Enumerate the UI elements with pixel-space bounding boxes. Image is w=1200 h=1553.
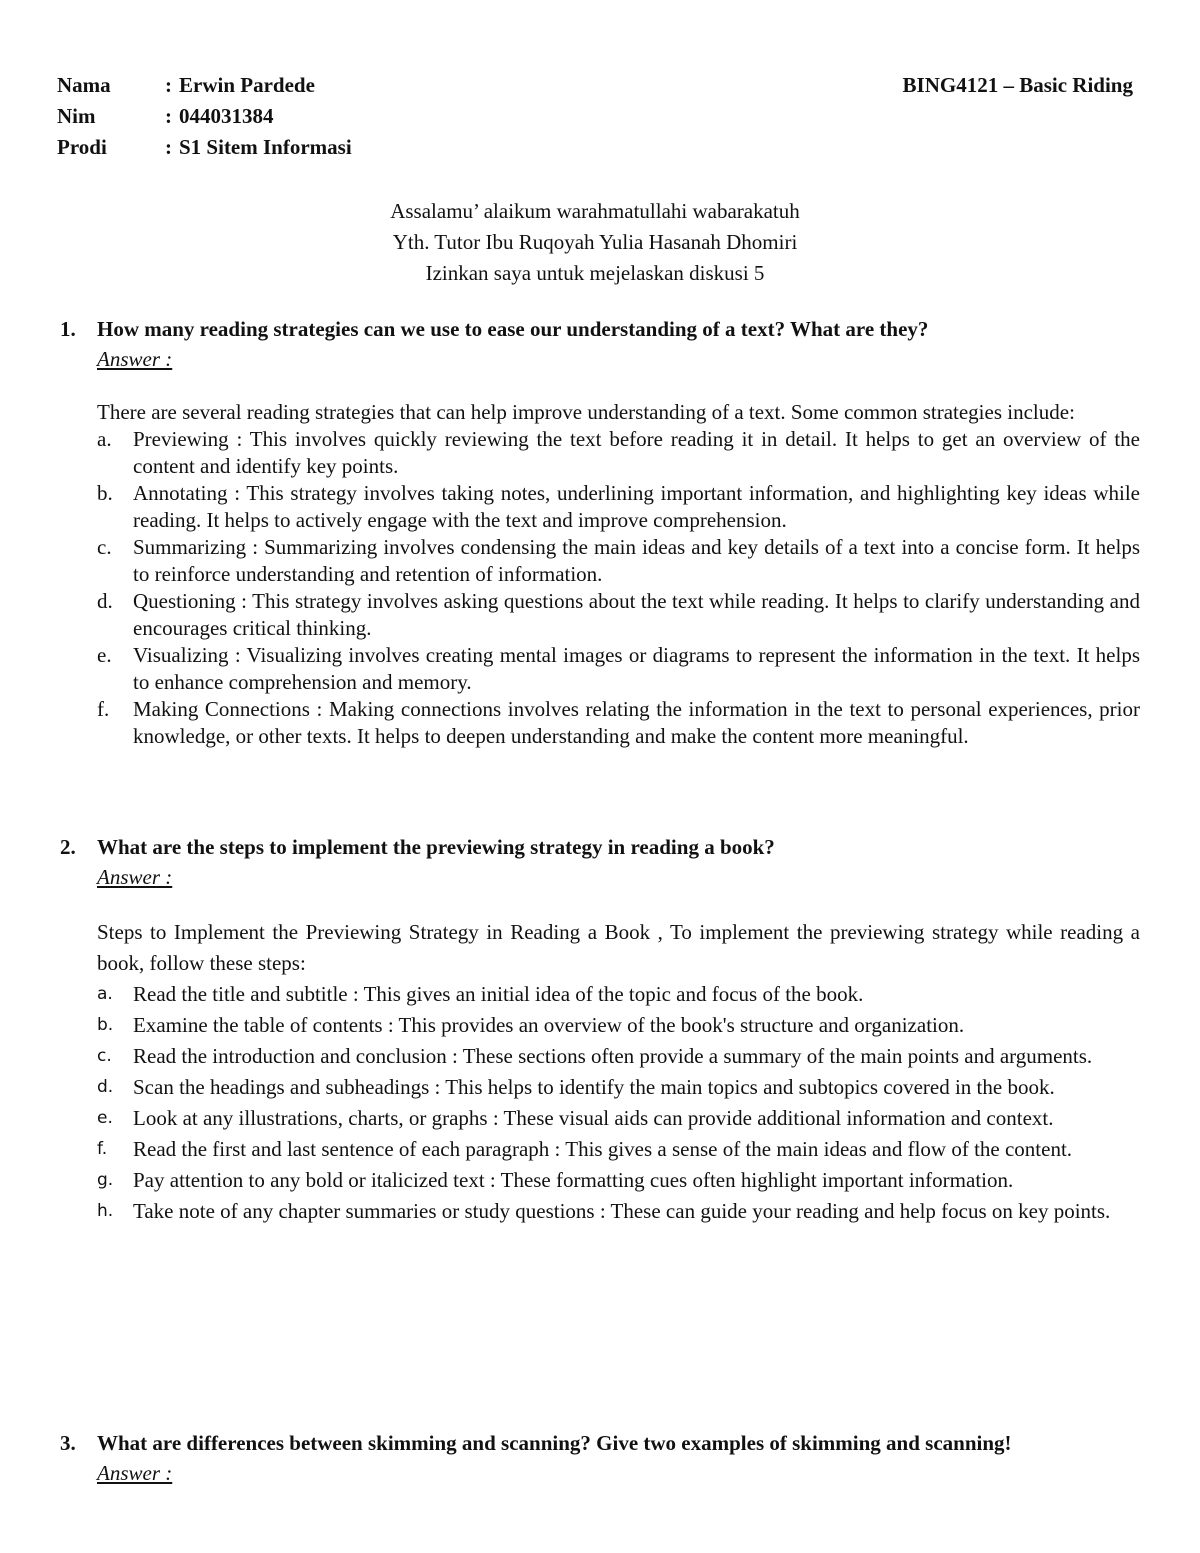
- list-letter: a.: [97, 984, 113, 1004]
- answer-intro: There are several reading strategies that can help improve understanding of a text. Some common strategies include:: [97, 400, 1075, 424]
- list-letter: c.: [97, 535, 112, 559]
- list-item: [97, 534, 1140, 588]
- list-letter: a.: [97, 427, 112, 451]
- header-colon: :: [165, 73, 172, 97]
- header-label: Nim: [57, 104, 96, 128]
- header-label: Prodi: [57, 135, 107, 159]
- list-letter: f.: [97, 1139, 108, 1159]
- steps-list: [97, 979, 1140, 1227]
- list-text: Making Connections : Making connections involves relating the information in the text to personal experiences, prior knowledge, or other texts. It helps to deepen understanding and make the content more meaningful.: [133, 697, 1140, 748]
- list-item: [97, 1103, 1140, 1134]
- list-item: [97, 1196, 1140, 1227]
- list-letter: f.: [97, 697, 110, 721]
- list-text: Scan the headings and subheadings : This helps to identify the main topics and subtopics covered in the book.: [133, 1075, 1055, 1099]
- header-row-nim: [57, 101, 1137, 132]
- list-item: [97, 480, 1140, 534]
- question-text: How many reading strategies can we use to ease our understanding of a text? What are they?: [97, 317, 929, 341]
- answer-label: Answer :: [97, 347, 173, 371]
- list-item: [97, 1041, 1140, 1072]
- question-heading: [60, 314, 1140, 345]
- list-letter: h.: [97, 1201, 114, 1221]
- question-1: [60, 314, 1140, 750]
- header-colon: :: [165, 104, 172, 128]
- header-value: Erwin Pardede: [179, 73, 315, 97]
- list-item: [97, 426, 1140, 480]
- answer-label: Answer :: [97, 865, 173, 889]
- list-text: Read the introduction and conclusion : These sections often provide a summary of the main points and arguments.: [133, 1044, 1093, 1068]
- list-text: Questioning : This strategy involves asking questions about the text while reading. It helps to clarify understanding and encourages critical thinking.: [133, 589, 1140, 640]
- header-label: Nama: [57, 73, 111, 97]
- student-header: [57, 70, 1137, 163]
- list-item: [97, 1072, 1140, 1103]
- greeting-line: Yth. Tutor Ibu Ruqoyah Yulia Hasanah Dhomiri: [392, 230, 798, 254]
- greeting-line: Assalamu’ alaikum warahmatullahi wabarakatuh: [390, 199, 800, 223]
- answer-intro: Steps to Implement the Previewing Strategy in Reading a Book , To implement the previewing strategy while reading a book, follow these steps:: [97, 920, 1140, 975]
- greeting-line: Izinkan saya untuk mejelaskan diskusi 5: [425, 261, 765, 285]
- list-text: Previewing : This involves quickly reviewing the text before reading it in detail. It helps to get an overview of the content and identify key points.: [133, 427, 1140, 478]
- list-letter: d.: [97, 1077, 114, 1097]
- list-text: Annotating : This strategy involves taking notes, underlining important information, and highlighting key ideas while reading. It helps to actively engage with the text and improve comprehension.: [133, 481, 1140, 532]
- question-heading: [60, 1428, 1140, 1459]
- question-number: 3.: [60, 1431, 76, 1455]
- list-item: [97, 588, 1140, 642]
- list-item: [97, 642, 1140, 696]
- list-letter: d.: [97, 589, 113, 613]
- question-heading: [60, 832, 1140, 863]
- strategy-list: [97, 426, 1140, 750]
- list-text: Take note of any chapter summaries or study questions : These can guide your reading and help focus on key points.: [133, 1199, 1111, 1223]
- question-3: [60, 1428, 1140, 1488]
- question-text: What are differences between skimming and scanning? Give two examples of skimming and scanning!: [97, 1431, 1012, 1455]
- list-text: Examine the table of contents : This provides an overview of the book's structure and organization.: [133, 1013, 965, 1037]
- list-text: Summarizing : Summarizing involves condensing the main ideas and key details of a text into a concise form. It helps to reinforce understanding and retention of information.: [133, 535, 1140, 586]
- question-number: 1.: [60, 317, 76, 341]
- list-letter: e.: [97, 643, 112, 667]
- list-letter: c.: [97, 1046, 112, 1066]
- list-letter: b.: [97, 481, 113, 505]
- header-value: 044031384: [179, 104, 274, 128]
- question-2: [60, 832, 1140, 1227]
- list-letter: b.: [97, 1015, 114, 1035]
- list-text: Look at any illustrations, charts, or graphs : These visual aids can provide additional information and context.: [133, 1106, 1054, 1130]
- greeting-block: [0, 196, 1190, 289]
- list-text: Pay attention to any bold or italicized text : These formatting cues often highlight important information.: [133, 1168, 1014, 1192]
- list-item: [97, 1165, 1140, 1196]
- list-item: [97, 979, 1140, 1010]
- header-colon: :: [165, 135, 172, 159]
- list-item: [97, 696, 1140, 750]
- list-text: Read the title and subtitle : This gives an initial idea of the topic and focus of the book.: [133, 982, 864, 1006]
- course-title: BING4121 – Basic Riding: [902, 73, 1133, 97]
- question-text: What are the steps to implement the previewing strategy in reading a book?: [97, 835, 775, 859]
- list-letter: e.: [97, 1108, 113, 1128]
- header-value: S1 Sitem Informasi: [179, 135, 352, 159]
- list-text: Read the first and last sentence of each paragraph : This gives a sense of the main ideas and flow of the content.: [133, 1137, 1073, 1161]
- list-item: [97, 1010, 1140, 1041]
- list-item: [97, 1134, 1140, 1165]
- answer-label: Answer :: [97, 1461, 173, 1485]
- list-text: Visualizing : Visualizing involves creating mental images or diagrams to represent the information in the text. It helps to enhance comprehension and memory.: [133, 643, 1140, 694]
- list-letter: g.: [97, 1170, 114, 1190]
- header-row-prodi: [57, 132, 1137, 163]
- question-number: 2.: [60, 835, 76, 859]
